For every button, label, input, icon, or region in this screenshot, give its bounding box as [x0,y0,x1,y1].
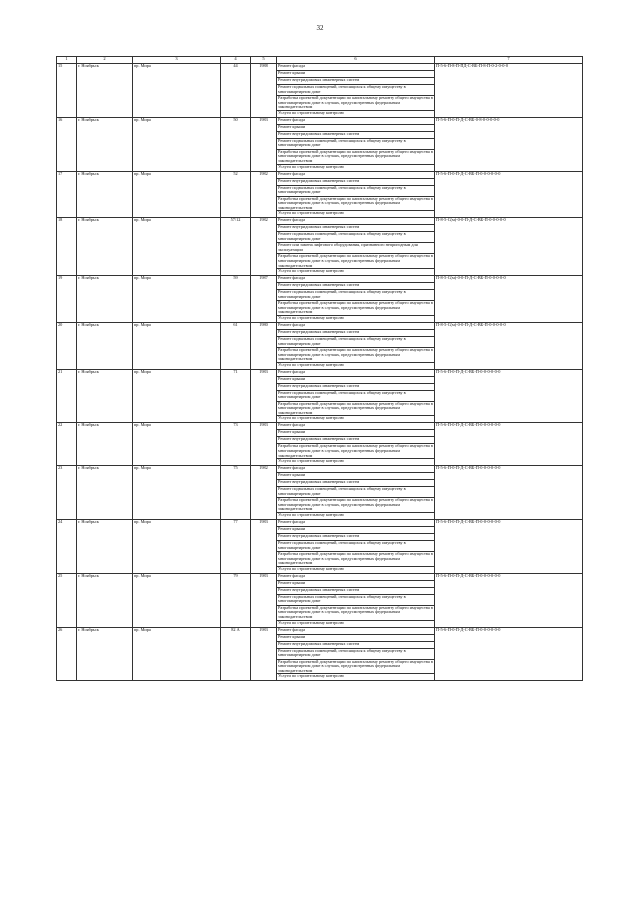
structure-code-cell: П-5-6-П-8-П-ПД-С-ВБ-П-8-П-0-2-0-0-0 [435,64,583,118]
work-type-cell: Услуги по строительному контролю [277,362,435,369]
table-row [57,218,583,225]
column-header: 5 [251,57,277,64]
column-header: 4 [221,57,251,64]
city-cell: г. Ноябрьск [77,466,133,520]
year-cell: 1980 [251,322,277,369]
work-type-cell: Ремонт фасада [277,276,435,283]
house-number-cell: 79 [221,573,251,627]
year-cell: 1988 [251,64,277,118]
year-cell: 1983 [251,369,277,423]
work-type-cell: Разработка проектной документации по капитальному ремонту общего имущества в многоквартирном доме в случаях, предусмотренных федеральным законодательством [278,149,433,163]
street-cell: пр. Мира [133,369,221,423]
structure-code-cell: П-5-6-П-0-П-Д-С-ВБ-П-0-0-0-0-0-0 [435,520,583,574]
city-cell: г. Ноябрьск [77,369,133,423]
column-header: 6 [277,57,435,64]
work-type-cell: Ремонт фасада [277,520,435,527]
city-cell: г. Ноябрьск [77,573,133,627]
work-type-cell: Ремонт подвальных помещений, относящихся к общему имуществу в многоквартирном доме [277,487,435,498]
work-type-cell: Ремонт внутридомовых инженерных систем [277,587,435,594]
street-cell: пр. Мира [133,218,221,276]
work-type-cell: Услуги по строительному контролю [277,513,435,520]
work-type-cell: Ремонт внутридомовых инженерных систем [277,437,435,444]
city-cell: г. Ноябрьск [77,322,133,369]
work-type-cell: Ремонт или замена лифтового оборудования, признанного непригодным для эксплуатации [277,243,435,254]
work-type-cell: Разработка проектной документации по капитальному ремонту общего имущества в многоквартирном доме в случаях, предусмотренных федеральным законодательством [278,300,433,315]
work-type-cell: Ремонт внутридомовых инженерных систем [277,383,435,390]
street-cell: пр. Мира [133,171,221,218]
structure-code-cell: П-5-6-П-0-П-Д-С-ВБ-П-0-0-0-0-0-0 [435,369,583,423]
street-cell: пр. Мира [133,117,221,171]
year-cell: 1982 [251,466,277,520]
table-body [57,64,583,681]
year-cell: 1982 [251,218,277,276]
work-type-cell: Ремонт крыши [277,430,435,437]
work-type-cell: Разработка проектной документации по капитальному ремонту общего имущества в многоквартирном доме в случаях, предусмотренных федеральным законодательством [278,196,433,210]
row-number: 18 [57,218,77,276]
structure-code-cell: П-5-6-П-0-П-Д-С-ВБ-0-8-0-0-0-0-0 [435,117,583,171]
work-type-cell: Разработка проектной документации по капитальному ремонту общего имущества в многоквартирном доме в случаях, предусмотренных федеральным законодательством [278,253,433,268]
city-cell: г. Ноябрьск [77,627,133,681]
work-type-cell: Ремонт подвальных помещений, относящихся к общему имуществу в многоквартирном доме [277,185,435,196]
work-type-cell: Ремонт фасада [277,423,435,430]
house-number-cell: 44 [221,64,251,118]
structure-code-cell: П-8-5-С(м)-0-0-П-Д-С-ВБ-П-0-0-0-0-0 [435,218,583,276]
work-type-cell: Услуги по строительному контролю [277,164,435,171]
work-type-cell: Услуги по строительному контролю [277,674,435,681]
street-cell: пр. Мира [133,466,221,520]
work-type-cell: Разработка проектной документации по капитальному ремонту общего имущества в многоквартирном доме в случаях, предусмотренных федеральным законодательством [278,551,433,566]
year-cell: 1983 [251,423,277,466]
table-row [57,369,583,376]
table-row [57,171,583,178]
row-number: 21 [57,369,77,423]
column-number-row [57,57,583,64]
house-number-cell: 50 [221,117,251,171]
work-type-cell: Ремонт подвальных помещений, относящихся к общему имуществу в многоквартирном доме [277,594,435,605]
street-cell: пр. Мира [133,276,221,323]
row-number: 17 [57,171,77,218]
work-type-cell: Услуги по строительному контролю [277,315,435,322]
table-row [57,64,583,71]
work-type-cell: Ремонт крыши [277,634,435,641]
year-cell: 1987 [251,276,277,323]
repair-register-table [56,56,583,681]
table-row [57,276,583,283]
work-type-cell: Ремонт фасада [277,466,435,473]
work-type-cell: Услуги по строительному контролю [277,566,435,573]
structure-code-cell: П-5-6-П-0-П-Д-С-ВБ-П-0-0-0-0-0-0 [435,573,583,627]
house-number-cell: 61 [221,322,251,369]
house-number-cell: 77 [221,520,251,574]
work-type-cell: Ремонт внутридомовых инженерных систем [277,534,435,541]
work-type-cell: Разработка проектной документации по капитальному ремонту общего имущества в многоквартирном доме в случаях, предусмотренных федеральным законодательством [278,347,433,362]
table-row [57,466,583,473]
work-type-cell: Ремонт подвальных помещений, относящихся к общему имуществу в многоквартирном доме [277,85,435,96]
structure-code-cell: П-5-6-П-0-П-Д-С-ВБ-П-0-0-0-0-0-0 [435,627,583,681]
work-type-cell: Ремонт подвальных помещений, относящихся к общему имуществу в многоквартирном доме [277,336,435,347]
structure-code-cell: П-5-6-П-0-П-Д-С-ВБ-П-0-0-0-0-0-0 [435,466,583,520]
house-number-cell: 52 [221,171,251,218]
work-type-cell: Ремонт внутридомовых инженерных систем [277,480,435,487]
city-cell: г. Ноябрьск [77,218,133,276]
column-header: 1 [57,57,77,64]
row-number: 16 [57,117,77,171]
table-row [57,322,583,329]
work-type-cell: Разработка проектной документации по капитальному ремонту общего имущества в многоквартирном доме в случаях, предусмотренных федеральным законодательством [278,605,433,619]
column-header: 2 [77,57,133,64]
year-cell: 1982 [251,171,277,218]
row-number: 22 [57,423,77,466]
work-type-cell: Ремонт подвальных помещений, относящихся к общему имуществу в многоквартирном доме [277,290,435,301]
city-cell: г. Ноябрьск [77,171,133,218]
city-cell: г. Ноябрьск [77,276,133,323]
row-number: 23 [57,466,77,520]
street-cell: пр. Мира [133,423,221,466]
column-header: 3 [133,57,221,64]
work-type-cell: Ремонт крыши [277,527,435,534]
row-number: 24 [57,520,77,574]
work-type-cell: Ремонт крыши [277,376,435,383]
table-row [57,627,583,634]
column-header: 7 [435,57,583,64]
work-type-cell: Ремонт подвальных помещений, относящихся к общему имуществу в многоквартирном доме [277,390,435,401]
work-type-cell: Ремонт фасада [277,117,435,124]
structure-code-cell: П-8-5-С(м)-0-0-П-Д-С-ВБ-П-0-0-0-0-0 [435,322,583,369]
year-cell: 1983 [251,117,277,171]
work-type-cell: Услуги по строительному контролю [277,416,435,423]
work-type-cell: Ремонт крыши [277,71,435,78]
house-number-cell: 71 [221,369,251,423]
year-cell: 1983 [251,573,277,627]
work-type-cell: Ремонт фасада [277,573,435,580]
work-type-cell: Ремонт подвальных помещений, относящихся к общему имуществу в многоквартирном доме [277,648,435,659]
city-cell: г. Ноябрьск [77,423,133,466]
work-type-cell: Ремонт фасада [277,369,435,376]
work-type-cell: Ремонт фасада [277,64,435,71]
work-type-cell: Ремонт фасада [277,322,435,329]
table-row [57,423,583,430]
work-type-cell: Ремонт внутридомовых инженерных систем [277,329,435,336]
work-type-cell: Ремонт подвальных помещений, относящихся к общему имуществу в многоквартирном доме [277,541,435,552]
work-type-cell: Разработка проектной документации по капитальному ремонту общего имущества в многоквартирном доме в случаях, предусмотренных федеральным законодательством [278,443,433,458]
table-row [57,117,583,124]
row-number: 26 [57,627,77,681]
work-type-cell: Ремонт фасада [277,218,435,225]
work-type-cell: Услуги по строительному контролю [277,269,435,276]
work-type-cell: Ремонт внутридомовых инженерных систем [277,225,435,232]
work-type-cell: Ремонт крыши [277,124,435,131]
work-type-cell: Ремонт крыши [277,580,435,587]
city-cell: г. Ноябрьск [77,64,133,118]
house-number-cell: 75 [221,466,251,520]
street-cell: пр. Мира [133,627,221,681]
street-cell: пр. Мира [133,322,221,369]
house-number-cell: 59 [221,276,251,323]
street-cell: пр. Мира [133,573,221,627]
year-cell: 1983 [251,627,277,681]
work-type-cell: Услуги по строительному контролю [277,459,435,466]
structure-code-cell: П-5-6-П-0-П-Д-С-ВБ-П-0-0-0-0-0-0 [435,423,583,466]
work-type-cell: Разработка проектной документации по капитальному ремонту общего имущества в многоквартирном доме в случаях, предусмотренных федеральным законодательством [278,401,433,415]
city-cell: г. Ноябрьск [77,117,133,171]
structure-code-cell: П-8-5-С(м)-0-0-П-Д-С-ВБ-П-0-0-0-0-0 [435,276,583,323]
work-type-cell: Ремонт внутридомовых инженерных систем [277,131,435,138]
city-cell: г. Ноябрьск [77,520,133,574]
house-number-cell: 82 А [221,627,251,681]
work-type-cell: Ремонт внутридомовых инженерных систем [277,283,435,290]
work-type-cell: Ремонт крыши [277,473,435,480]
house-number-cell: 57/12 [221,218,251,276]
work-type-cell: Ремонт фасада [277,627,435,634]
work-type-cell: Ремонт фасада [277,171,435,178]
row-number: 25 [57,573,77,627]
work-type-cell: Разработка проектной документации по капитальному ремонту общего имущества в многоквартирном доме в случаях, предусмотренных федеральным законодательством [278,659,433,673]
year-cell: 1983 [251,520,277,574]
work-type-cell: Ремонт подвальных помещений, относящихся к общему имуществу в многоквартирном доме [277,232,435,243]
work-type-cell: Ремонт подвальных помещений, относящихся к общему имуществу в многоквартирном доме [277,138,435,149]
row-number: 19 [57,276,77,323]
work-type-cell: Разработка проектной документации по капитальному ремонту общего имущества в многоквартирном доме в случаях, предусмотренных федеральным законодательством [278,497,433,512]
work-type-cell: Ремонт внутридомовых инженерных систем [277,641,435,648]
street-cell: пр. Мира [133,64,221,118]
work-type-cell: Разработка проектной документации по капитальному ремонту общего имущества в многоквартирном доме в случаях, предусмотренных федеральным законодательством [278,95,433,110]
street-cell: пр. Мира [133,520,221,574]
work-type-cell: Услуги по строительному контролю [277,110,435,117]
table-row [57,573,583,580]
page-number: 32 [316,24,324,32]
structure-code-cell: П-5-6-П-0-П-Д-С-ВБ-П-0-0-0-0-0-0 [435,171,583,218]
row-number: 15 [57,64,77,118]
work-type-cell: Ремонт внутридомовых инженерных систем [277,178,435,185]
work-type-cell: Ремонт внутридомовых инженерных систем [277,78,435,85]
work-type-cell: Услуги по строительному контролю [277,620,435,627]
house-number-cell: 73 [221,423,251,466]
row-number: 20 [57,322,77,369]
table-row [57,520,583,527]
work-type-cell: Услуги по строительному контролю [277,211,435,218]
